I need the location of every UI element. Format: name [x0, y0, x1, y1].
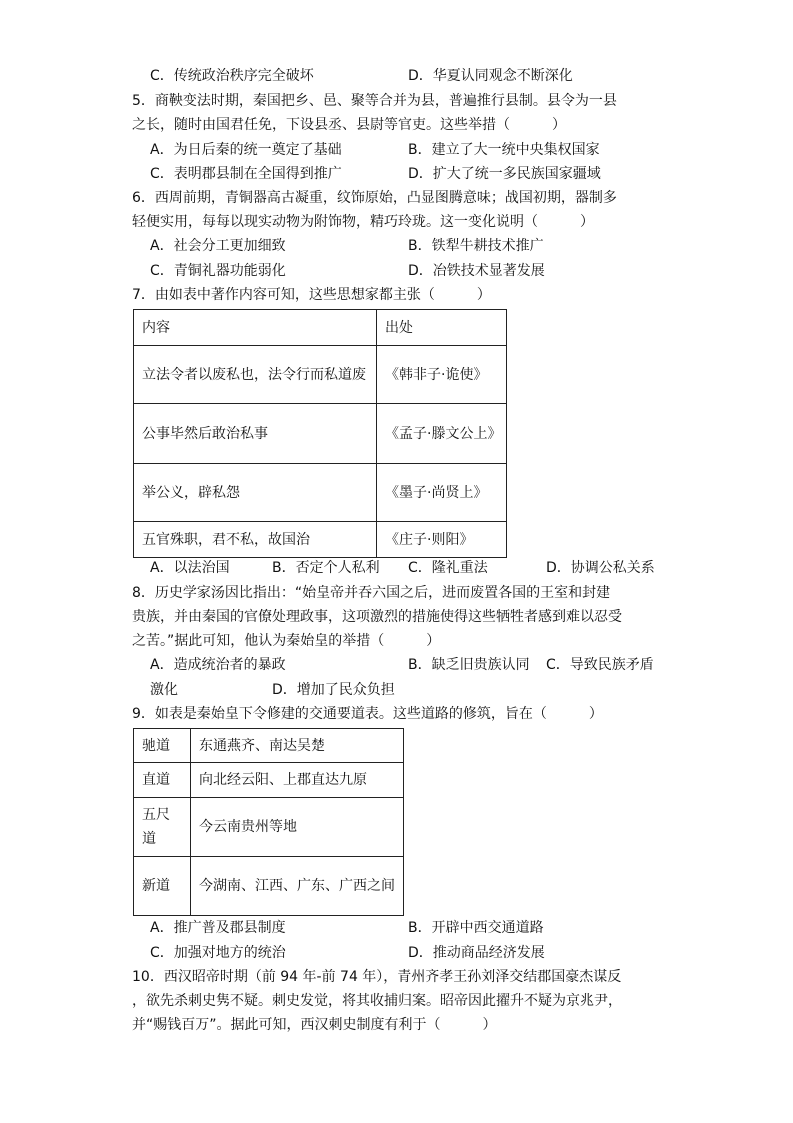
table-cell-road: 驰道 [134, 729, 191, 763]
question-7-stem: 7．由如表中著作内容可知，这些思想家都主张（ ） [132, 287, 491, 303]
table-header-content: 内容 [134, 310, 377, 346]
question-9-stem: 9．如表是秦始皇下令修建的交通要道表。这些道路的修筑，旨在（ ） [132, 706, 603, 722]
question-10-line-1: 10．西汉昭帝时期（前 94 年-前 74 年），青州齐孝王孙刘泽交结郡国豪杰谋反 [132, 969, 622, 985]
question-10-line-3: 并“赐钱百万”。据此可知，西汉刺史制度有利于（ ） [132, 1017, 497, 1033]
question-8-line-2: 贵族，并由秦国的官僚处理政事，这项激烈的措施使得这些牺牲者感到难以忍受 [132, 609, 622, 625]
table-cell-route: 东通燕齐、南达吴楚 [191, 729, 404, 763]
table-row [134, 763, 404, 798]
question-8-line-1: 8．历史学家汤因比指出：“始皇帝并吞六国之后，进而废置各国的王室和封建 [132, 585, 611, 601]
table-cell-content: 举公义，辟私怨 [134, 464, 377, 522]
question-6-option-a: A．社会分工更加细致 [150, 238, 286, 254]
table-cell-content: 公事毕然后敢治私事 [134, 404, 377, 464]
question-8-option-a: A．造成统治者的暴政 [150, 657, 286, 673]
table-row [134, 464, 507, 522]
question-7-option-c: C．隆礼重法 [408, 560, 488, 576]
question-5-line-2: 之长，随时由国君任免，下设县丞、县尉等官吏。这些举措（ ） [132, 117, 566, 133]
table-header-row [134, 310, 507, 346]
question-6-option-b: B．铁犁牛耕技术推广 [408, 238, 544, 254]
question-7-option-b: B．否定个人私利 [272, 560, 380, 576]
question-6-option-d: D．冶铁技术显著发展 [408, 263, 545, 279]
question-8-line-3: 之苦。”据此可知，他认为秦始皇的举措（ ） [132, 633, 441, 649]
question-10-line-2: ，欲先杀刺史隽不疑。刺史发觉，将其收捕归案。昭帝因此擢升不疑为京兆尹， [132, 993, 622, 1009]
question-7-option-a: A．以法治国 [150, 560, 230, 576]
question-7-table [133, 309, 507, 558]
option-d: D．华夏认同观念不断深化 [408, 68, 573, 84]
question-8-option-c-continued: 激化 [150, 682, 178, 698]
question-8-option-d: D．增加了民众负担 [272, 682, 395, 698]
table-row [134, 798, 404, 857]
question-5-option-d: D．扩大了统一多民族国家疆域 [408, 166, 601, 182]
table-cell-source: 《庄子·则阳》 [377, 522, 507, 558]
option-c: C．传统政治秩序完全破坏 [150, 68, 314, 84]
table-cell-route: 向北经云阳、上郡直达九原 [191, 763, 404, 798]
table-cell-source: 《墨子·尚贤上》 [377, 464, 507, 522]
question-5-option-c: C．表明郡县制在全国得到推广 [150, 166, 342, 182]
table-row [134, 857, 404, 916]
table-header-source: 出处 [377, 310, 507, 346]
table-row [134, 404, 507, 464]
table-cell-road: 直道 [134, 763, 191, 798]
question-5-line-1: 5．商鞅变法时期，秦国把乡、邑、聚等合并为县，普遍推行县制。县令为一县 [132, 93, 617, 109]
question-6-line-2: 轻便实用，每每以现实动物为附饰物，精巧玲珑。这一变化说明（ ） [132, 214, 594, 230]
question-9-option-b: B．开辟中西交通道路 [408, 920, 544, 936]
question-7-option-d: D．协调公私关系 [546, 560, 655, 576]
table-cell-source: 《韩非子·诡使》 [377, 346, 507, 404]
table-cell-route: 今湖南、江西、广东、广西之间 [191, 857, 404, 916]
question-9-option-a: A．推广普及郡县制度 [150, 920, 286, 936]
table-row [134, 522, 507, 558]
table-row [134, 346, 507, 404]
question-8-option-c: C．导致民族矛盾 [546, 657, 654, 673]
question-6-line-1: 6．西周前期，青铜器高古凝重，纹饰原始，凸显图腾意味；战国初期，器制多 [132, 190, 617, 206]
table-cell-content: 五官殊职，君不私，故国治 [134, 522, 377, 558]
table-cell-source: 《孟子·滕文公上》 [377, 404, 507, 464]
table-cell-route: 今云南贵州等地 [191, 798, 404, 857]
question-9-option-c: C．加强对地方的统治 [150, 945, 286, 961]
table-row [134, 729, 404, 763]
question-9-option-d: D．推动商品经济发展 [408, 945, 545, 961]
question-6-option-c: C．青铜礼器功能弱化 [150, 263, 286, 279]
table-cell-road: 新道 [134, 857, 191, 916]
table-cell-content: 立法令者以废私也，法令行而私道废 [134, 346, 377, 404]
question-5-option-b: B．建立了大一统中央集权国家 [408, 142, 600, 158]
table-cell-road: 五尺道 [134, 798, 191, 857]
question-9-table [133, 728, 404, 916]
question-8-option-b: B．缺乏旧贵族认同 [408, 657, 530, 673]
question-5-option-a: A．为日后秦的统一奠定了基础 [150, 142, 342, 158]
